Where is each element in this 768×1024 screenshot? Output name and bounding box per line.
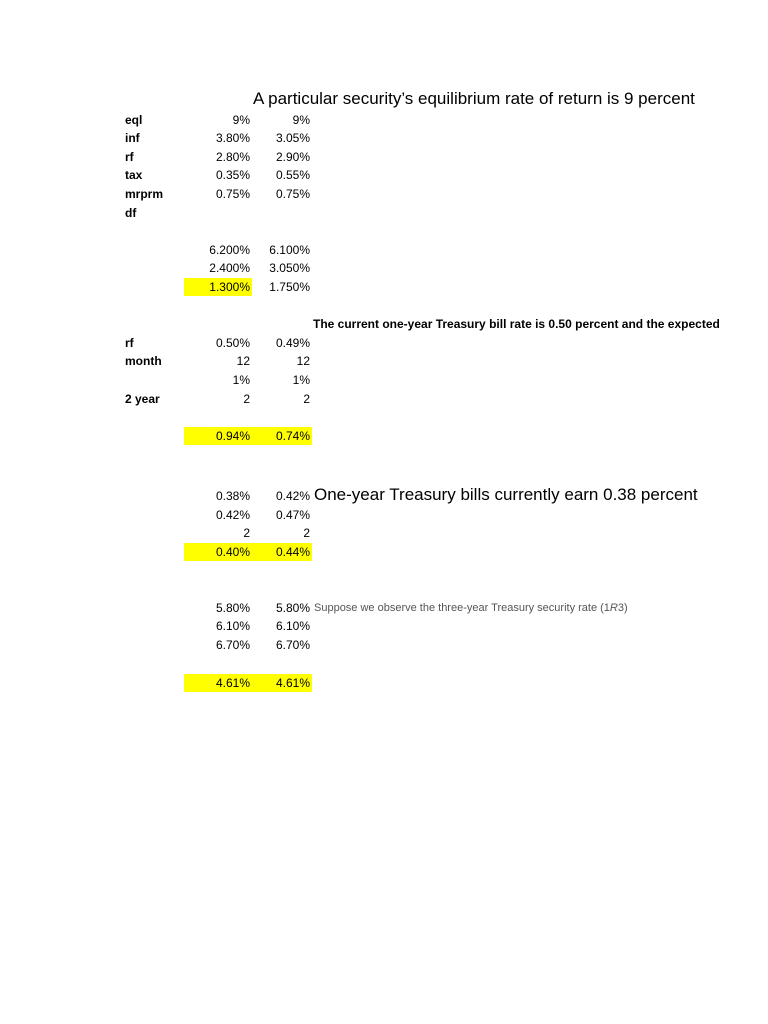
label-rf[interactable]: rf: [125, 150, 134, 164]
label-tax[interactable]: tax: [125, 168, 143, 182]
cell-month-1[interactable]: 12: [236, 354, 250, 368]
cell-b2-2[interactable]: 0.47%: [275, 508, 310, 522]
cell-b3-1[interactable]: 2: [243, 526, 250, 540]
cell-d3-1[interactable]: 6.70%: [215, 638, 250, 652]
problem-4-text-part-2: 3): [617, 602, 628, 614]
cell-a2-2[interactable]: 3.050%: [269, 261, 310, 275]
cell-b1-2[interactable]: 0.42%: [275, 489, 310, 503]
cell-d1-1[interactable]: 5.80%: [215, 601, 250, 615]
problem-4-text-part-1: Suppose we observe the three-year Treasury security rate (1: [314, 602, 610, 614]
cell-rf2-1[interactable]: 0.50%: [215, 336, 250, 350]
cell-mrprm-2[interactable]: 0.75%: [275, 187, 310, 201]
cell-res3-2-highlighted[interactable]: 0.44%: [252, 543, 312, 561]
cell-tax-1[interactable]: 0.35%: [215, 168, 250, 182]
cell-res2-1-highlighted[interactable]: 0.94%: [184, 427, 252, 445]
cell-a1-1[interactable]: 6.200%: [209, 243, 250, 257]
cell-a3-1-highlighted[interactable]: 1.300%: [184, 278, 252, 296]
cell-inf-1[interactable]: 3.80%: [215, 131, 250, 145]
cell-a3-2[interactable]: 1.750%: [269, 280, 310, 294]
cell-pct-1[interactable]: 1%: [232, 373, 250, 387]
label-inf[interactable]: inf: [125, 131, 140, 145]
cell-rf-2[interactable]: 2.90%: [275, 150, 310, 164]
cell-res3-1-highlighted[interactable]: 0.40%: [184, 543, 252, 561]
label-eql[interactable]: eql: [125, 113, 143, 127]
cell-d1-2[interactable]: 5.80%: [275, 601, 310, 615]
cell-mrprm-1[interactable]: 0.75%: [215, 187, 250, 201]
label-rf-2[interactable]: rf: [125, 336, 134, 350]
cell-eql-1[interactable]: 9%: [232, 113, 250, 127]
problem-3-text[interactable]: One-year Treasury bills currently earn 0.38 percent: [314, 485, 698, 504]
cell-rf-1[interactable]: 2.80%: [215, 150, 250, 164]
cell-d2-1[interactable]: 6.10%: [215, 619, 250, 633]
cell-b3-2[interactable]: 2: [303, 526, 310, 540]
cell-d2-2[interactable]: 6.10%: [275, 619, 310, 633]
problem-4-text-italic-r: R: [609, 602, 618, 614]
cell-pct-2[interactable]: 1%: [292, 373, 310, 387]
cell-d3-2[interactable]: 6.70%: [275, 638, 310, 652]
cell-eql-2[interactable]: 9%: [292, 113, 310, 127]
cell-res4-1-highlighted[interactable]: 4.61%: [184, 674, 252, 692]
cell-2year-1[interactable]: 2: [243, 392, 250, 406]
cell-a2-1[interactable]: 2.400%: [209, 261, 250, 275]
problem-1-text[interactable]: A particular security’s equilibrium rate of return is 9 percent: [253, 89, 695, 108]
cell-res4-2-highlighted[interactable]: 4.61%: [252, 674, 312, 692]
problem-2-text[interactable]: The current one-year Treasury bill rate is 0.50 percent and the expected: [313, 317, 720, 331]
label-mrprm[interactable]: mrprm: [125, 187, 164, 201]
cell-2year-2[interactable]: 2: [303, 392, 310, 406]
cell-res2-2-highlighted[interactable]: 0.74%: [252, 427, 312, 445]
cell-a1-2[interactable]: 6.100%: [269, 243, 310, 257]
cell-rf2-2[interactable]: 0.49%: [275, 336, 310, 350]
label-month[interactable]: month: [125, 354, 162, 368]
problem-4-text[interactable]: [314, 599, 676, 617]
cell-b2-1[interactable]: 0.42%: [215, 508, 250, 522]
cell-inf-2[interactable]: 3.05%: [275, 131, 310, 145]
label-df[interactable]: df: [125, 206, 137, 220]
cell-b1-1[interactable]: 0.38%: [215, 489, 250, 503]
cell-month-2[interactable]: 12: [296, 354, 310, 368]
label-2-year[interactable]: 2 year: [125, 392, 160, 406]
cell-tax-2[interactable]: 0.55%: [275, 168, 310, 182]
